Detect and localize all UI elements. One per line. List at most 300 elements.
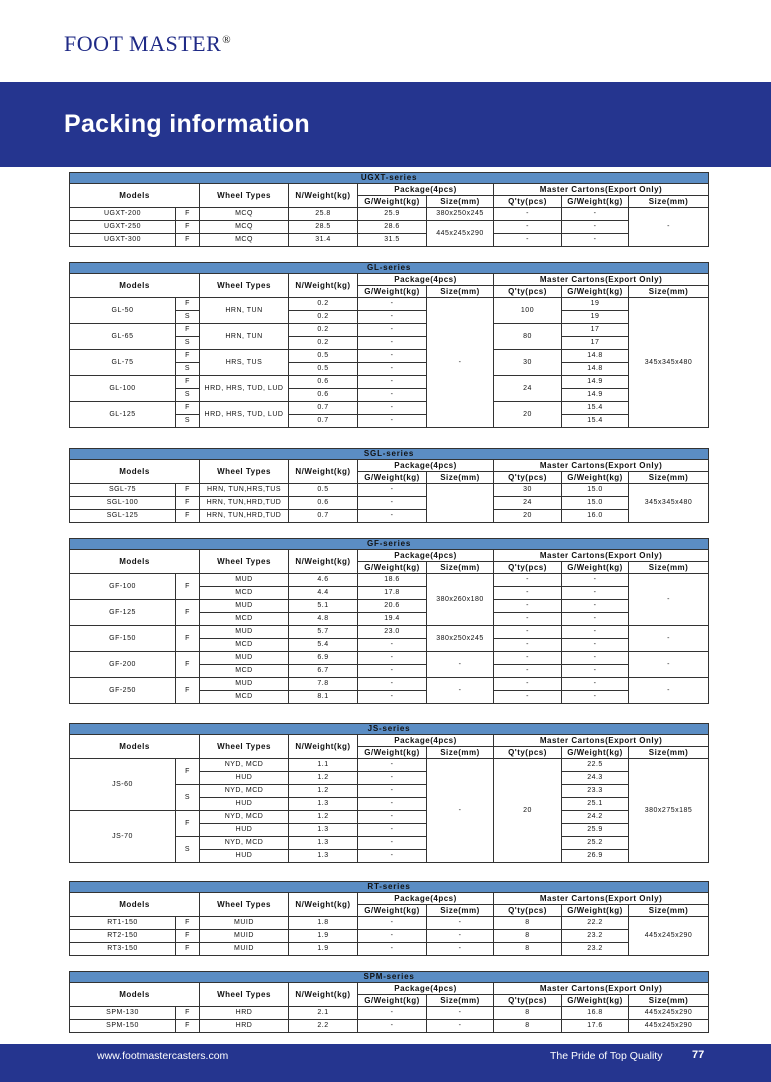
master-gross-weight-cell: 25.1	[562, 798, 629, 811]
qty-cell: 20	[494, 510, 562, 523]
header-models: Models	[70, 274, 200, 298]
header-models: Models	[70, 184, 200, 208]
master-gross-weight-cell: -	[562, 587, 629, 600]
type-cell: F	[176, 497, 200, 510]
net-weight-cell: 0.5	[289, 350, 358, 363]
wheel-cell: HRN, TUN,HRD,TUD	[200, 510, 289, 523]
gross-weight-cell: -	[358, 298, 427, 311]
master-gross-weight-cell: 17.6	[562, 1020, 629, 1033]
net-weight-cell: 0.7	[289, 402, 358, 415]
gross-weight-cell: -	[358, 837, 427, 850]
net-weight-cell: 0.7	[289, 415, 358, 428]
header-gross-weight: G/Weight(kg)	[358, 196, 427, 208]
series-title: SGL-series	[70, 449, 709, 460]
gross-weight-cell: -	[358, 484, 427, 497]
table-row	[70, 324, 709, 337]
master-gross-weight-cell: 19	[562, 311, 629, 324]
gross-weight-cell: 28.6	[358, 221, 427, 234]
master-size-cell: 445x245x290	[629, 917, 709, 956]
header-models: Models	[70, 735, 200, 759]
header-size: Size(mm)	[427, 747, 494, 759]
master-size-cell: -	[629, 652, 709, 678]
type-cell: F	[176, 943, 200, 956]
brand-name: FOOT MASTER	[64, 31, 222, 56]
qty-cell: -	[494, 234, 562, 247]
header-package: Package(4pcs)	[358, 460, 494, 472]
type-cell: F	[176, 1020, 200, 1033]
master-gross-weight-cell: 14.9	[562, 376, 629, 389]
table-row	[70, 930, 709, 943]
type-cell: F	[176, 402, 200, 415]
header-master-size: Size(mm)	[629, 747, 709, 759]
net-weight-cell: 0.2	[289, 337, 358, 350]
footer-tagline: The Pride of Top Quality	[550, 1050, 663, 1062]
model-cell: RT1-150	[70, 917, 176, 930]
net-weight-cell: 2.1	[289, 1007, 358, 1020]
gross-weight-cell: -	[358, 376, 427, 389]
gross-weight-cell: -	[358, 402, 427, 415]
wheel-cell: HRN, TUN,HRD,TUD	[200, 497, 289, 510]
wheel-cell: HRN, TUN,HRS,TUS	[200, 484, 289, 497]
table-row	[70, 678, 709, 691]
net-weight-cell: 1.1	[289, 759, 358, 772]
table-row	[70, 626, 709, 639]
type-cell: F	[176, 324, 200, 337]
net-weight-cell: 5.7	[289, 626, 358, 639]
qty-cell: -	[494, 691, 562, 704]
header-master-cartons: Master Cartons(Export Only)	[494, 893, 709, 905]
gross-weight-cell: -	[358, 943, 427, 956]
wheel-cell: MCD	[200, 639, 289, 652]
net-weight-cell: 0.2	[289, 324, 358, 337]
master-gross-weight-cell: 15.4	[562, 402, 629, 415]
model-cell: GF-250	[70, 678, 176, 704]
gross-weight-cell: -	[358, 691, 427, 704]
net-weight-cell: 1.3	[289, 837, 358, 850]
gross-weight-cell: -	[358, 389, 427, 402]
qty-cell: 20	[494, 759, 562, 863]
gross-weight-cell: -	[358, 1007, 427, 1020]
series-title: SPM-series	[70, 972, 709, 983]
package-size-cell: -	[427, 652, 494, 678]
net-weight-cell: 1.8	[289, 917, 358, 930]
qty-cell: -	[494, 587, 562, 600]
net-weight-cell: 0.2	[289, 298, 358, 311]
qty-cell: 8	[494, 917, 562, 930]
net-weight-cell: 28.5	[289, 221, 358, 234]
header-net-weight: N/Weight(kg)	[289, 983, 358, 1007]
type-cell: S	[176, 337, 200, 350]
header-qty: Q'ty(pcs)	[494, 196, 562, 208]
header-models: Models	[70, 550, 200, 574]
master-gross-weight-cell: 14.9	[562, 389, 629, 402]
package-size-cell	[427, 484, 494, 523]
package-size-cell: -	[427, 917, 494, 930]
gross-weight-cell: -	[358, 917, 427, 930]
table-row	[70, 652, 709, 665]
gross-weight-cell: -	[358, 785, 427, 798]
model-cell: GF-200	[70, 652, 176, 678]
net-weight-cell: 1.3	[289, 798, 358, 811]
header-models: Models	[70, 893, 200, 917]
master-gross-weight-cell: 19	[562, 298, 629, 311]
type-cell: F	[176, 652, 200, 678]
model-cell: GL-65	[70, 324, 176, 350]
header-master-gross-weight: G/Weight(kg)	[562, 747, 629, 759]
master-gross-weight-cell: 24.3	[562, 772, 629, 785]
net-weight-cell: 1.9	[289, 943, 358, 956]
header-package: Package(4pcs)	[358, 274, 494, 286]
master-gross-weight-cell: 16.0	[562, 510, 629, 523]
qty-cell: 100	[494, 298, 562, 324]
net-weight-cell: 1.3	[289, 824, 358, 837]
gross-weight-cell: -	[358, 811, 427, 824]
gross-weight-cell: 31.5	[358, 234, 427, 247]
qty-cell: -	[494, 613, 562, 626]
header-qty: Q'ty(pcs)	[494, 747, 562, 759]
net-weight-cell: 8.1	[289, 691, 358, 704]
wheel-cell: MCQ	[200, 234, 289, 247]
model-cell: JS-60	[70, 759, 176, 811]
net-weight-cell: 0.5	[289, 363, 358, 376]
net-weight-cell: 1.2	[289, 811, 358, 824]
net-weight-cell: 4.4	[289, 587, 358, 600]
type-cell: F	[176, 376, 200, 389]
gross-weight-cell: -	[358, 824, 427, 837]
gross-weight-cell: -	[358, 337, 427, 350]
header-models: Models	[70, 460, 200, 484]
wheel-cell: MUID	[200, 930, 289, 943]
wheel-cell: MCQ	[200, 221, 289, 234]
header-gross-weight: G/Weight(kg)	[358, 747, 427, 759]
header-net-weight: N/Weight(kg)	[289, 550, 358, 574]
master-gross-weight-cell: 16.8	[562, 1007, 629, 1020]
table-row	[70, 350, 709, 363]
wheel-cell: HUD	[200, 850, 289, 863]
net-weight-cell: 2.2	[289, 1020, 358, 1033]
package-size-cell: -	[427, 678, 494, 704]
table-row	[70, 497, 709, 510]
net-weight-cell: 7.8	[289, 678, 358, 691]
qty-cell: 20	[494, 402, 562, 428]
type-cell: F	[176, 208, 200, 221]
model-cell: SPM-150	[70, 1020, 176, 1033]
master-size-cell: 380x275x185	[629, 759, 709, 863]
table-row	[70, 376, 709, 389]
table-row	[70, 510, 709, 523]
gross-weight-cell: -	[358, 324, 427, 337]
header-gross-weight: G/Weight(kg)	[358, 995, 427, 1007]
master-gross-weight-cell: 14.8	[562, 350, 629, 363]
page-number: 77	[692, 1049, 705, 1061]
footer-website-link[interactable]: www.footmastercasters.com	[97, 1050, 229, 1062]
header-master-gross-weight: G/Weight(kg)	[562, 995, 629, 1007]
wheel-cell: MCD	[200, 587, 289, 600]
package-size-cell: 380x250x245	[427, 626, 494, 652]
qty-cell: -	[494, 208, 562, 221]
model-cell: UGXT-300	[70, 234, 176, 247]
package-size-cell: 380x250x245	[427, 208, 494, 221]
package-size-cell: -	[427, 1020, 494, 1033]
type-cell: F	[176, 1007, 200, 1020]
wheel-cell: NYD, MCD	[200, 811, 289, 824]
model-cell: GF-125	[70, 600, 176, 626]
table-row	[70, 402, 709, 415]
net-weight-cell: 5.1	[289, 600, 358, 613]
master-gross-weight-cell: 15.0	[562, 484, 629, 497]
package-size-cell: -	[427, 1007, 494, 1020]
wheel-cell: HUD	[200, 772, 289, 785]
header-net-weight: N/Weight(kg)	[289, 184, 358, 208]
table-row	[70, 221, 709, 234]
series-title: UGXT-series	[70, 173, 709, 184]
spm-series-table	[69, 971, 709, 1033]
header-master-cartons: Master Cartons(Export Only)	[494, 274, 709, 286]
gross-weight-cell: -	[358, 772, 427, 785]
wheel-cell: NYD, MCD	[200, 759, 289, 772]
qty-cell: 80	[494, 324, 562, 350]
header-size: Size(mm)	[427, 196, 494, 208]
header-qty: Q'ty(pcs)	[494, 562, 562, 574]
wheel-cell: MCD	[200, 691, 289, 704]
js-series-table	[69, 723, 709, 863]
gross-weight-cell: -	[358, 930, 427, 943]
master-gross-weight-cell: -	[562, 691, 629, 704]
master-size-cell: -	[629, 208, 709, 247]
table-row	[70, 600, 709, 613]
model-cell: SGL-75	[70, 484, 176, 497]
header-wheel-types: Wheel Types	[200, 274, 289, 298]
header-master-cartons: Master Cartons(Export Only)	[494, 184, 709, 196]
master-gross-weight-cell: 23.3	[562, 785, 629, 798]
header-master-gross-weight: G/Weight(kg)	[562, 905, 629, 917]
header-master-gross-weight: G/Weight(kg)	[562, 196, 629, 208]
model-cell: GF-100	[70, 574, 176, 600]
type-cell: F	[176, 298, 200, 311]
qty-cell: -	[494, 652, 562, 665]
wheel-cell: HRD, HRS, TUD, LUD	[200, 402, 289, 428]
table-row	[70, 811, 709, 824]
header-wheel-types: Wheel Types	[200, 550, 289, 574]
wheel-cell: NYD, MCD	[200, 837, 289, 850]
header-master-size: Size(mm)	[629, 286, 709, 298]
master-gross-weight-cell: 15.0	[562, 497, 629, 510]
master-gross-weight-cell: 23.2	[562, 943, 629, 956]
gross-weight-cell: -	[358, 678, 427, 691]
wheel-cell: MUD	[200, 652, 289, 665]
gross-weight-cell: -	[358, 665, 427, 678]
header-master-cartons: Master Cartons(Export Only)	[494, 735, 709, 747]
model-cell: SGL-125	[70, 510, 176, 523]
header-models: Models	[70, 983, 200, 1007]
table-row	[70, 208, 709, 221]
package-size-cell: 445x245x290	[427, 221, 494, 247]
master-gross-weight-cell: 25.2	[562, 837, 629, 850]
net-weight-cell: 5.4	[289, 639, 358, 652]
wheel-cell: HUD	[200, 824, 289, 837]
table-row	[70, 1020, 709, 1033]
master-gross-weight-cell: -	[562, 208, 629, 221]
gross-weight-cell: -	[358, 759, 427, 772]
table-row	[70, 943, 709, 956]
qty-cell: -	[494, 639, 562, 652]
header-master-cartons: Master Cartons(Export Only)	[494, 983, 709, 995]
wheel-cell: HRD	[200, 1020, 289, 1033]
gross-weight-cell: -	[358, 311, 427, 324]
qty-cell: 8	[494, 1020, 562, 1033]
header-package: Package(4pcs)	[358, 184, 494, 196]
net-weight-cell: 4.8	[289, 613, 358, 626]
ugxt-series-table	[69, 172, 709, 247]
qty-cell: 24	[494, 497, 562, 510]
type-cell: S	[176, 785, 200, 811]
header-wheel-types: Wheel Types	[200, 893, 289, 917]
type-cell: F	[176, 626, 200, 652]
master-gross-weight-cell: -	[562, 678, 629, 691]
gross-weight-cell: 25.9	[358, 208, 427, 221]
header-gross-weight: G/Weight(kg)	[358, 905, 427, 917]
header-package: Package(4pcs)	[358, 983, 494, 995]
package-size-cell: -	[427, 759, 494, 863]
registered-mark: ®	[222, 34, 232, 46]
header-package: Package(4pcs)	[358, 893, 494, 905]
header-master-size: Size(mm)	[629, 995, 709, 1007]
table-row	[70, 234, 709, 247]
gl-series-table	[69, 262, 709, 428]
header-size: Size(mm)	[427, 562, 494, 574]
gross-weight-cell: -	[358, 850, 427, 863]
model-cell: UGXT-200	[70, 208, 176, 221]
type-cell: F	[176, 574, 200, 600]
wheel-cell: HRD, HRS, TUD, LUD	[200, 376, 289, 402]
qty-cell: -	[494, 574, 562, 587]
header-size: Size(mm)	[427, 995, 494, 1007]
master-gross-weight-cell: 25.9	[562, 824, 629, 837]
wheel-cell: MCQ	[200, 208, 289, 221]
header-package: Package(4pcs)	[358, 550, 494, 562]
gross-weight-cell: -	[358, 1020, 427, 1033]
header-wheel-types: Wheel Types	[200, 184, 289, 208]
master-gross-weight-cell: 26.9	[562, 850, 629, 863]
gross-weight-cell: -	[358, 798, 427, 811]
type-cell: F	[176, 221, 200, 234]
package-size-cell: -	[427, 930, 494, 943]
qty-cell: 8	[494, 930, 562, 943]
net-weight-cell: 1.2	[289, 772, 358, 785]
master-gross-weight-cell: -	[562, 600, 629, 613]
table-row	[70, 917, 709, 930]
master-size-cell: 445x245x290	[629, 1007, 709, 1020]
master-gross-weight-cell: -	[562, 574, 629, 587]
net-weight-cell: 0.6	[289, 376, 358, 389]
master-gross-weight-cell: -	[562, 234, 629, 247]
net-weight-cell: 0.2	[289, 311, 358, 324]
qty-cell: -	[494, 626, 562, 639]
header-qty: Q'ty(pcs)	[494, 995, 562, 1007]
gross-weight-cell: -	[358, 510, 427, 523]
rt-series-table	[69, 881, 709, 956]
package-size-cell: 380x260x180	[427, 574, 494, 626]
net-weight-cell: 4.6	[289, 574, 358, 587]
type-cell: F	[176, 930, 200, 943]
model-cell: GF-150	[70, 626, 176, 652]
qty-cell: 24	[494, 376, 562, 402]
header-package: Package(4pcs)	[358, 735, 494, 747]
header-gross-weight: G/Weight(kg)	[358, 472, 427, 484]
header-master-size: Size(mm)	[629, 562, 709, 574]
sgl-series-table	[69, 448, 709, 523]
page-title: Packing information	[64, 110, 311, 138]
header-size: Size(mm)	[427, 472, 494, 484]
qty-cell: 8	[494, 943, 562, 956]
master-size-cell: -	[629, 626, 709, 652]
master-gross-weight-cell: -	[562, 639, 629, 652]
gf-series-table	[69, 538, 709, 704]
brand-logo	[64, 31, 231, 57]
net-weight-cell: 1.2	[289, 785, 358, 798]
wheel-cell: HRN, TUN	[200, 324, 289, 350]
header-size: Size(mm)	[427, 286, 494, 298]
qty-cell: -	[494, 665, 562, 678]
header-master-size: Size(mm)	[629, 472, 709, 484]
wheel-cell: MUD	[200, 574, 289, 587]
gross-weight-cell: 19.4	[358, 613, 427, 626]
gross-weight-cell: -	[358, 350, 427, 363]
type-cell: F	[176, 759, 200, 785]
header-net-weight: N/Weight(kg)	[289, 460, 358, 484]
gross-weight-cell: 18.6	[358, 574, 427, 587]
net-weight-cell: 6.7	[289, 665, 358, 678]
header-master-size: Size(mm)	[629, 196, 709, 208]
net-weight-cell: 1.3	[289, 850, 358, 863]
header-gross-weight: G/Weight(kg)	[358, 286, 427, 298]
type-cell: S	[176, 415, 200, 428]
master-gross-weight-cell: 22.5	[562, 759, 629, 772]
master-gross-weight-cell: 24.2	[562, 811, 629, 824]
series-title: GF-series	[70, 539, 709, 550]
type-cell: F	[176, 678, 200, 704]
net-weight-cell: 0.6	[289, 497, 358, 510]
type-cell: F	[176, 811, 200, 837]
master-gross-weight-cell: -	[562, 221, 629, 234]
table-row	[70, 759, 709, 772]
master-gross-weight-cell: 17	[562, 337, 629, 350]
package-size-cell: -	[427, 298, 494, 428]
model-cell: SPM-130	[70, 1007, 176, 1020]
master-gross-weight-cell: 15.4	[562, 415, 629, 428]
master-size-cell: -	[629, 678, 709, 704]
qty-cell: 30	[494, 350, 562, 376]
wheel-cell: MCD	[200, 665, 289, 678]
series-title: JS-series	[70, 724, 709, 735]
gross-weight-cell: -	[358, 497, 427, 510]
header-qty: Q'ty(pcs)	[494, 472, 562, 484]
wheel-cell: MUD	[200, 600, 289, 613]
header-qty: Q'ty(pcs)	[494, 286, 562, 298]
table-row	[70, 484, 709, 497]
table-row	[70, 298, 709, 311]
net-weight-cell: 0.6	[289, 389, 358, 402]
header-wheel-types: Wheel Types	[200, 460, 289, 484]
package-size-cell: -	[427, 943, 494, 956]
model-cell: RT2-150	[70, 930, 176, 943]
gross-weight-cell: 20.6	[358, 600, 427, 613]
gross-weight-cell: -	[358, 415, 427, 428]
header-master-gross-weight: G/Weight(kg)	[562, 562, 629, 574]
model-cell: RT3-150	[70, 943, 176, 956]
wheel-cell: HUD	[200, 798, 289, 811]
model-cell: GL-50	[70, 298, 176, 324]
